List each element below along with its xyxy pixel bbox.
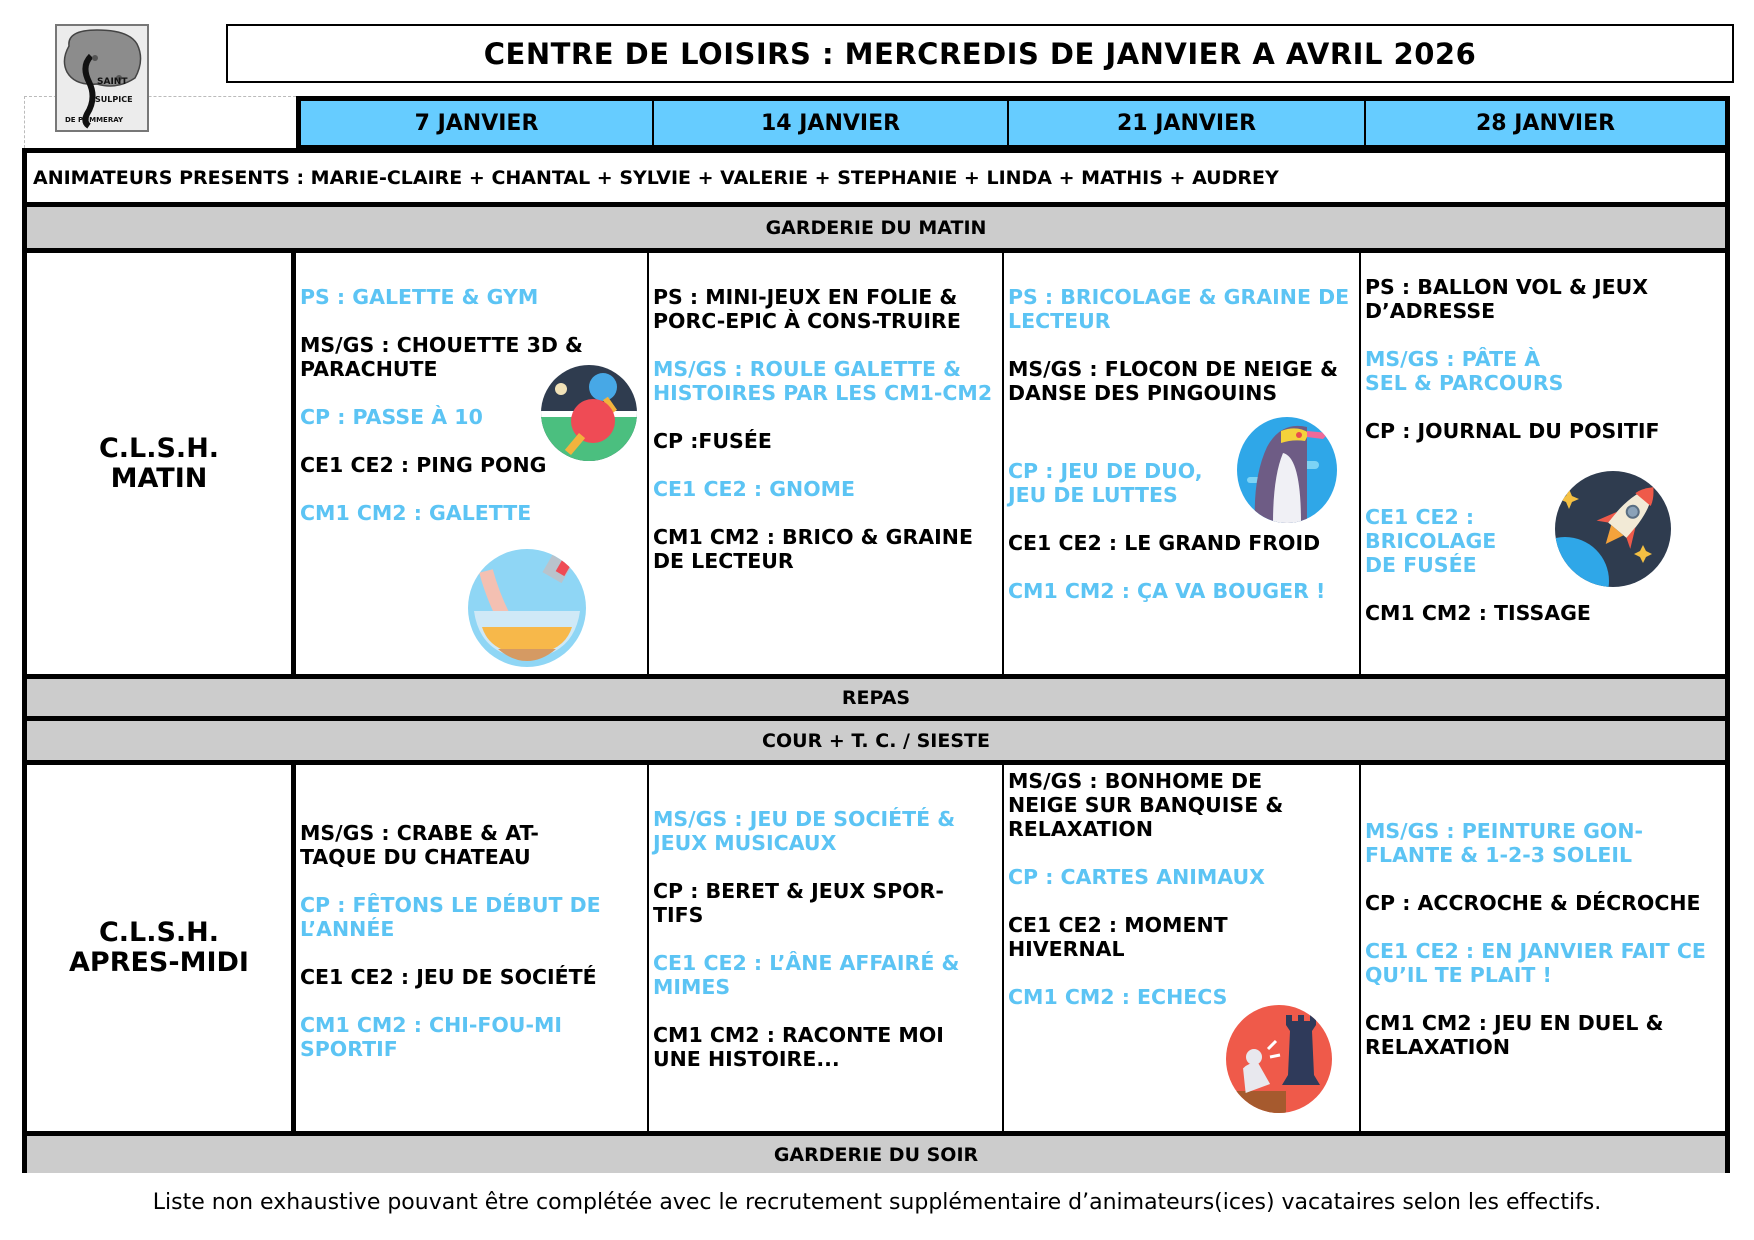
rocket-icon <box>1555 471 1671 587</box>
town-logo <box>55 24 149 132</box>
tree-logo-icon <box>57 26 147 130</box>
activity: CE1 CE2 : JEU DE SOCIÉTÉ <box>300 964 597 989</box>
activity: CP : JEU DE DUO, JEU DE LUTTES <box>1008 458 1203 507</box>
activity: CP : JOURNAL DU POSITIF <box>1365 418 1660 443</box>
row-apres-midi <box>27 765 1725 1131</box>
activity: MS/GS : FLOCON DE NEIGE & DANSE DES PINGOUINS <box>1008 356 1339 405</box>
activity: CM1 CM2 : JEU EN DUEL & RELAXATION <box>1365 1010 1664 1059</box>
apres-midi-day-0 <box>296 765 649 1131</box>
activity: CE1 CE2 : EN JANVIER FAIT CE QU’IL TE PLAIT ! <box>1365 938 1706 987</box>
date-header-2: 21 JANVIER <box>1009 101 1366 145</box>
activity: MS/GS : ROULE GALETTE & HISTOIRES PAR LES CM1-CM2 <box>653 356 993 405</box>
activity: PS : MINI-JEUX EN FOLIE & PORC-EPIC À CONS-TRUIRE <box>653 285 961 333</box>
activity: CE1 CE2 : BRICOLAGE DE FUSÉE <box>1365 504 1497 577</box>
activity: CP : BERET & JEUX SPOR-TIFS <box>653 878 944 927</box>
activity: CM1 CM2 : RACONTE MOI UNE HISTOIRE... <box>653 1022 944 1071</box>
apres-midi-day-2 <box>1004 765 1361 1131</box>
date-header-0: 7 JANVIER <box>301 101 654 145</box>
activity: PS : GALETTE & GYM <box>300 285 539 309</box>
activity: CM1 CM2 : ECHECS <box>1008 984 1228 1009</box>
schedule-table <box>22 148 1730 1173</box>
band-garderie-soir: GARDERIE DU SOIR <box>27 1136 1725 1173</box>
matin-day-2 <box>1004 253 1361 674</box>
activity: CP :FUSÉE <box>653 428 772 453</box>
penguin-icon <box>1237 417 1337 523</box>
svg-text:SULPICE: SULPICE <box>95 95 133 104</box>
date-header-3: 28 JANVIER <box>1475 110 1616 136</box>
activity: PS : BRICOLAGE & GRAINE DE LECTEUR <box>1008 285 1350 333</box>
activity: CP : PASSE À 10 <box>300 404 483 429</box>
animateurs-row: ANIMATEURS PRESENTS : MARIE-CLAIRE + CHANTAL + SYLVIE + VALERIE + STEPHANIE + LINDA + MATHIS + AUDREY <box>27 153 1725 202</box>
apres-midi-day-1 <box>649 765 1004 1131</box>
activity: CM1 CM2 : TISSAGE <box>1365 600 1591 625</box>
band-repas: REPAS <box>27 679 1725 716</box>
activity: MS/GS : CRABE & AT-TAQUE DU CHATEAU <box>300 821 539 869</box>
activity: CE1 CE2 : PING PONG <box>300 452 547 477</box>
activity: CP : FÊTONS LE DÉBUT DE L’ANNÉE <box>300 892 601 941</box>
activity: MS/GS : CHOUETTE 3D & PARACHUTE <box>300 332 583 381</box>
svg-text:SAINT: SAINT <box>97 77 128 87</box>
activity: CP : CARTES ANIMAUX <box>1008 864 1265 889</box>
matin-day-1 <box>649 253 1004 674</box>
activity: MS/GS : PÂTE À SEL & PARCOURS <box>1365 346 1564 395</box>
chess-icon <box>1226 1005 1332 1113</box>
activity: MS/GS : JEU DE SOCIÉTÉ & JEUX MUSICAUX <box>653 807 956 855</box>
apres-midi-day-3 <box>1361 765 1720 1131</box>
activity: CM1 CM2 : CHI-FOU-MI SPORTIF <box>300 1012 562 1061</box>
date-header-1: 14 JANVIER <box>654 101 1009 145</box>
row-label-apres-midi: C.L.S.H. APRES-MIDI <box>27 765 296 1131</box>
band-cour-sieste: COUR + T. C. / SIESTE <box>27 721 1725 760</box>
activity: CE1 CE2 : L’ÂNE AFFAIRÉ & MIMES <box>653 950 960 999</box>
ping-pong-icon <box>541 365 637 461</box>
activity: CP : ACCROCHE & DÉCROCHE <box>1365 890 1701 915</box>
activity: CE1 CE2 : LE GRAND FROID <box>1008 530 1321 555</box>
date-header-row <box>296 96 1730 149</box>
activity: CM1 CM2 : ÇA VA BOUGER ! <box>1008 578 1326 603</box>
matin-day-3 <box>1361 253 1720 674</box>
svg-text:DE POMMERAY: DE POMMERAY <box>65 116 124 124</box>
page-title: CENTRE DE LOISIRS : MERCREDIS DE JANVIER A AVRIL 2026 <box>226 24 1734 83</box>
footnote: Liste non exhaustive pouvant être complétée avec le recrutement supplémentaire d’animateurs(ices) vacataires selon les effectifs. <box>152 1190 1602 1215</box>
activity: MS/GS : BONHOME DE NEIGE SUR BANQUISE & RELAXATION <box>1008 769 1284 841</box>
activity: CM1 CM2 : GALETTE <box>300 500 532 525</box>
row-label-matin: C.L.S.H. MATIN <box>27 253 296 674</box>
activity: PS : BALLON VOL & JEUX D’ADRESSE <box>1365 275 1649 323</box>
activity: MS/GS : PEINTURE GON-FLANTE & 1-2-3 SOLEIL <box>1365 819 1644 867</box>
activity: CE1 CE2 : MOMENT HIVERNAL <box>1008 912 1228 961</box>
matin-day-0 <box>296 253 649 674</box>
activity: CM1 CM2 : BRICO & GRAINE DE LECTEUR <box>653 524 973 573</box>
band-garderie-matin: GARDERIE DU MATIN <box>27 207 1725 248</box>
row-matin <box>27 253 1725 674</box>
activity: CE1 CE2 : GNOME <box>653 476 856 501</box>
baking-bowl-icon <box>468 549 586 667</box>
